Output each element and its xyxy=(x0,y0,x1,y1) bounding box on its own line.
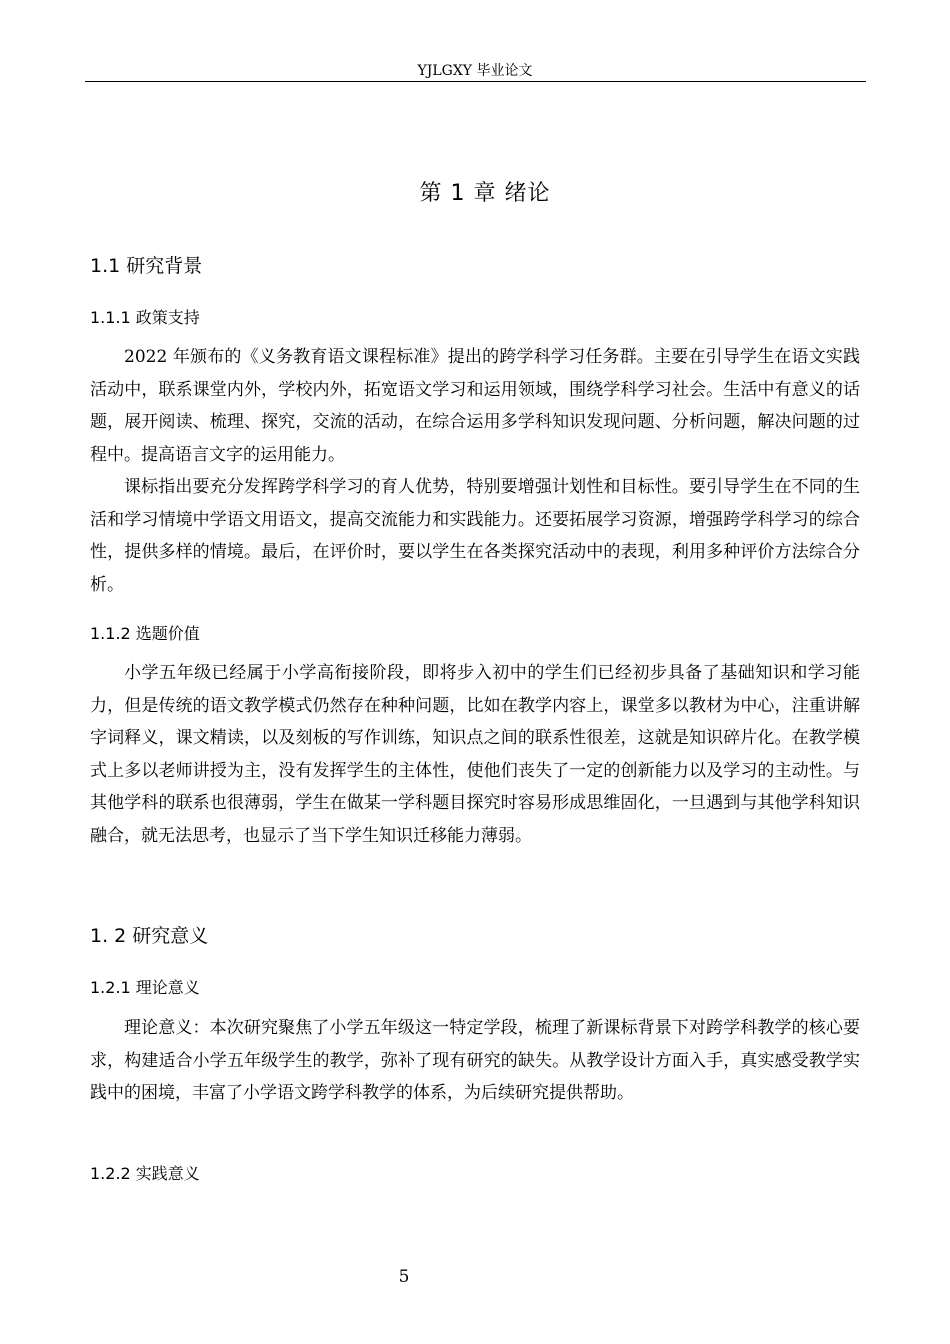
chapter-title: 第 1 章 绪论 xyxy=(419,181,551,206)
paragraph-topic-value: 小学五年级已经属于小学高衔接阶段，即将步入初中的学生们已经初步具备了基础知识和学习能力，但是传统的语文教学模式仍然存在种种问题，比如在教学内容上，课堂多以教材为中心，注重讲解字词释义，课文精读，以及刻板的写作训练，知识点之间的联系性很差，这就是知识碎片化。在教学模式上多以老师讲授为主，没有发挥学生的主体性，使他们丧失了一定的创新能力以及学习的主动性。与其他学科的联系也很薄弱，学生在做某一学科题目探究时容易形成思维固化，一旦遇到与其他学科知识融合，就无法思考，也显示了当下学生知识迁移能力薄弱。 xyxy=(90,663,860,846)
paragraph-theory: 理论意义：本次研究聚焦了小学五年级这一特定学段，梳理了新课标背景下对跨学科教学的核心要求，构建适合小学五年级学生的教学，弥补了现有研究的缺失。从教学设计方面入手，真实感受教学实践中的困境，丰富了小学语文跨学科教学的体系，为后续研究提供帮助。 xyxy=(90,1018,860,1103)
running-header: YJLGXY 毕业论文 xyxy=(417,63,533,79)
section-heading-1-1: 1.1 研究背景 xyxy=(90,255,203,277)
paragraph-policy-2: 课标指出要充分发挥跨学科学习的育人优势，特别要增强计划性和目标性。要引导学生在不同的生活和学习情境中学语文用语文，提高交流能力和实践能力。还要拓展学习资源，增强跨学科学习的综合性，提供多样的情境。最后，在评价时，要以学生在各类探究活动中的表现，利用多种评价方法综合分析。 xyxy=(90,477,860,595)
subsection-heading-1-1-1: 1.1.1 政策支持 xyxy=(90,308,200,327)
paragraph-policy-1: 2022 年颁布的《义务教育语文课程标准》提出的跨学科学习任务群。主要在引导学生在语文实践活动中，联系课堂内外，学校内外，拓宽语文学习和运用领域，围绕学科学习社会。生活中有意义的话题，展开阅读、梳理、探究，交流的活动，在综合运用多学科知识发现问题、分析问题，解决问题的过程中。提高语言文字的运用能力。 xyxy=(90,347,860,465)
page-number: 5 xyxy=(398,1267,410,1287)
subsection-heading-1-2-1: 1.2.1 理论意义 xyxy=(90,978,200,997)
section-heading-1-2: 1. 2 研究意义 xyxy=(90,925,209,947)
subsection-heading-1-1-2: 1.1.2 选题价值 xyxy=(90,624,200,643)
header-rule xyxy=(85,81,866,82)
subsection-heading-1-2-2: 1.2.2 实践意义 xyxy=(90,1164,200,1183)
